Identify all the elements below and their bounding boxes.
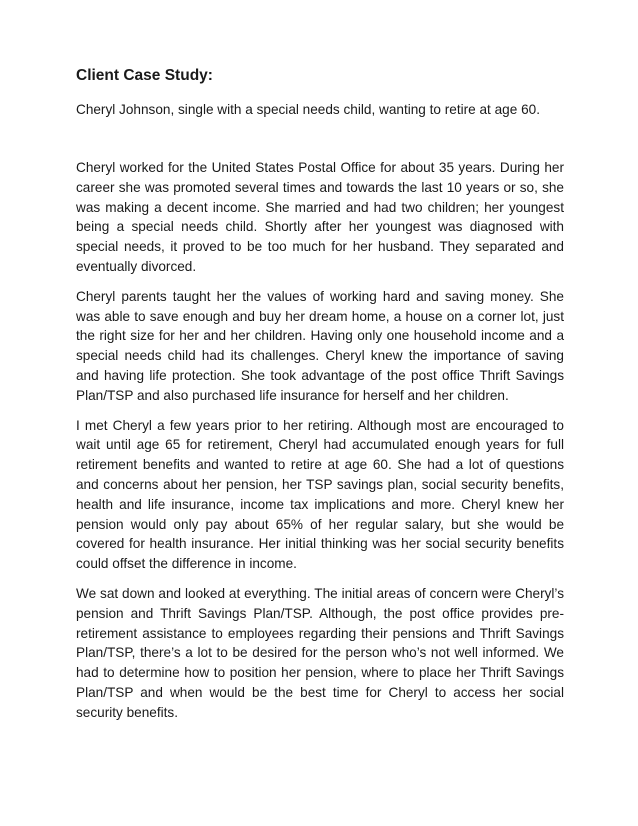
paragraph-planning: We sat down and looked at everything. The initial areas of concern were Cheryl’s pension and Thrift Savings Plan/TSP. Although, the post office provides pre-retirement assistance to employees regarding their pensions and Thrift Savings Plan/TSP, there’s a lot to be desired for the person who’s not well informed. We had to determine how to position her pension, where to place her Thrift Savings Plan/TSP and when would be the best time for Cheryl to access her social security benefits. bbox=[76, 585, 564, 720]
paragraph-retirement-concerns: I met Cheryl a few years prior to her retiring. Although most are encouraged to wait until age 65 for retirement, Cheryl had accumulated enough years for full retirement benefits and wanted to retire at age 60. She had a lot of questions and concerns about her pension, her TSP savings plan, social security benefits, health and life insurance, income tax implications and more. Cheryl knew her pension would only pay about 65% of her regular salary, but she would be covered for health insurance. Her initial thinking was her social security benefits could offset the difference in income. bbox=[76, 417, 564, 572]
document-body bbox=[76, 66, 564, 733]
page-title: Client Case Study: bbox=[76, 67, 213, 84]
case-summary: Cheryl Johnson, single with a special needs child, wanting to retire at age 60. bbox=[76, 102, 540, 117]
paragraph-savings: Cheryl parents taught her the values of working hard and saving money. She was able to save enough and buy her dream home, a house on a corner lot, just the right size for her and her children. Having only one household income and a special needs child had its challenges. Cheryl knew the importance of saving and having life protection. She took advantage of the post office Thrift Savings Plan/TSP and also purchased life insurance for herself and her children. bbox=[76, 288, 564, 403]
paragraph-background: Cheryl worked for the United States Postal Office for about 35 years. During her career she was promoted several times and towards the last 10 years or so, she was making a decent income. She married and had two children; her youngest being a special needs child. Shortly after her youngest was diagnosed with special needs, it proved to be too much for her husband. They separated and eventually divorced. bbox=[76, 160, 564, 274]
